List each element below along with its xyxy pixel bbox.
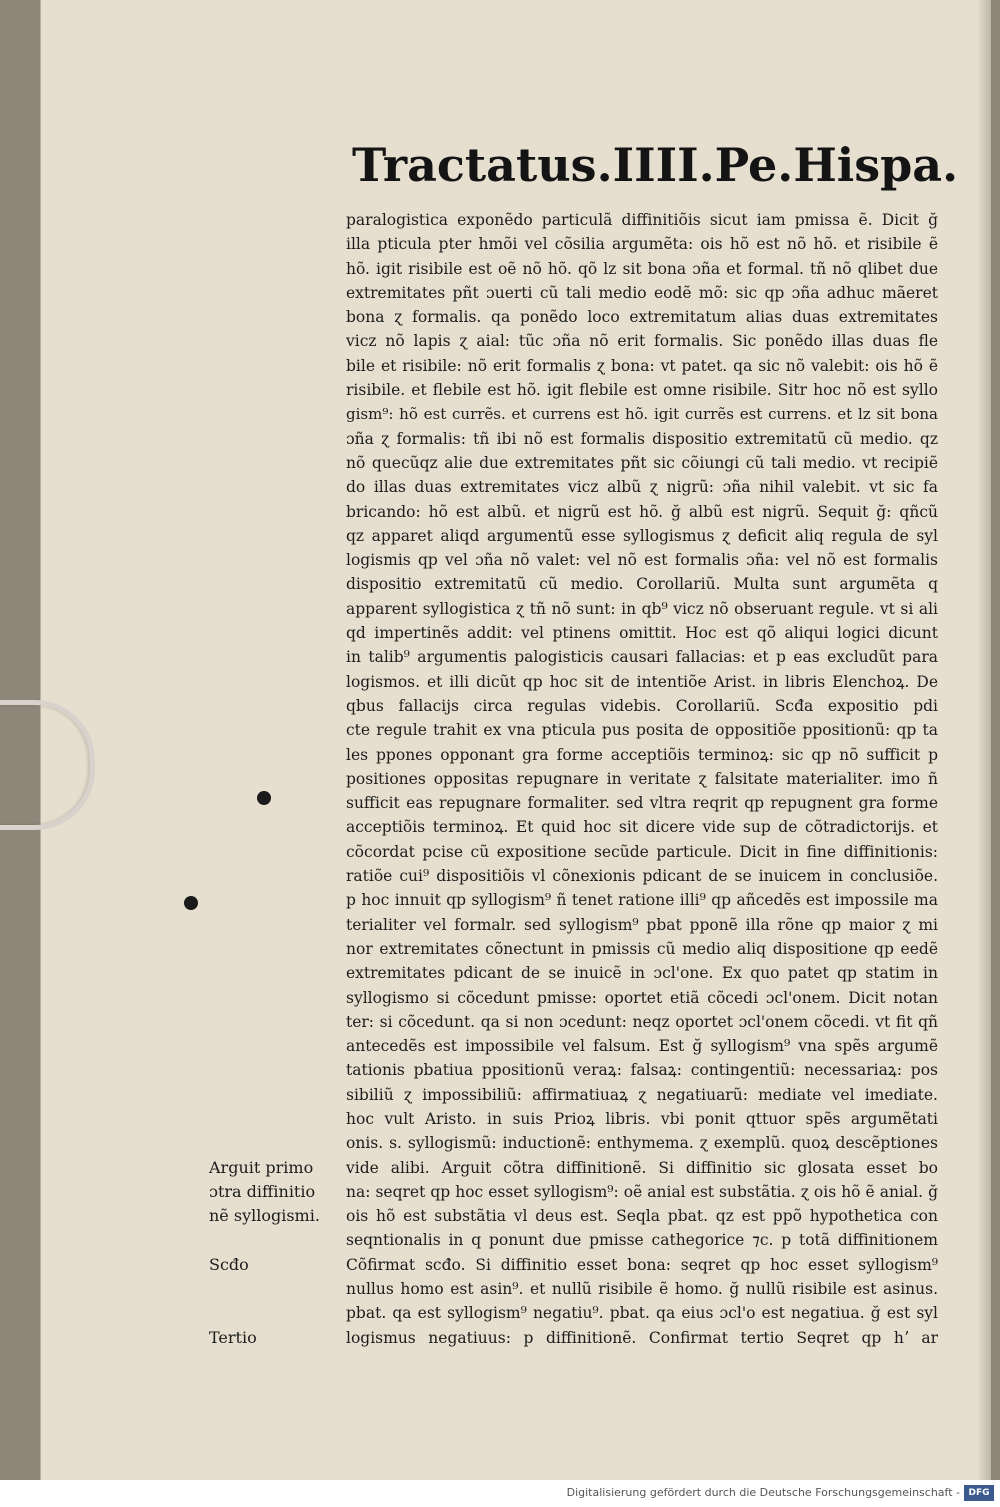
binding-hole-icon — [257, 791, 271, 805]
text-line: risibile. et flebile est hõ. igit flebile est omne risibile. Sitr hoc nõ est syllo — [346, 381, 938, 400]
text-line: bile et risibile: nõ erit formalis ɀ bona: vt patet. qa sic nõ valebit: ois hõ ẽ — [346, 356, 938, 375]
footer-credit: Digitalisierung gefördert durch die Deutsche Forschungsgemeinschaft - — [566, 1486, 960, 1499]
text-line: apparent syllogistica ɀ tñ nõ sunt: in qb⁹ vicz nõ obseruant regule. vt si ali — [346, 599, 938, 618]
text-line: illa pticula pter hmõi vel cõsilia argumẽta: ois hõ est nõ hõ. et risibile ẽ — [346, 235, 938, 254]
text-line: nõ quecũqz alie due extremitates pñt sic cõiungi cũ tali medio. vt recipiẽ — [346, 453, 938, 472]
text-line: dispositio extremitatũ cũ medio. Corollariũ. Multa sunt argumẽta q — [346, 575, 938, 594]
text-line: ratiõe cui⁹ dispositiõis vl cõnexionis pdicant de se inuicem in conclusiõe. — [346, 867, 938, 886]
text-line: sibiliũ ɀ impossibiliũ: affirmatiuaꝝ ɀ negatiuarũ: mediate vel imediate. — [346, 1085, 938, 1104]
margin-note: Tertio — [209, 1327, 257, 1347]
dfg-logo: DFG — [964, 1485, 994, 1501]
body-text — [346, 208, 938, 1350]
text-line: in talib⁹ argumentis palogisticis causari fallacias: et p eas excludũt para — [346, 648, 938, 667]
text-line: onis. s. syllogismũ: inductionẽ: enthymema. ɀ exemplũ. quoꝝ descẽptiones — [346, 1134, 938, 1153]
text-line: antecedẽs est impossibile vel falsum. Est ğ syllogism⁹ vna spẽs argumẽ — [346, 1037, 938, 1056]
text-line: sufficit eas repugnare formaliter. sed vltra reqrit qp repugnent gra forme — [346, 794, 938, 813]
text-line: na: seqret qp hoc esset syllogism⁹: oẽ anial est substãtia. ɀ ois hõ ẽ anial. ğ — [346, 1182, 938, 1201]
binding-hole-icon — [184, 896, 198, 910]
text-line: do illas duas extremitates vicz albũ ɀ nigrũ: ɔña nihil valebit. vt sic fa — [346, 478, 938, 497]
text-line: pbat. qa est syllogism⁹ negatiu⁹. pbat. qa eius ɔcl'o est negatiua. ğ est syl — [346, 1304, 938, 1323]
text-line: hõ. igit risibile est oẽ nõ hõ. qõ lz sit bona ɔña et formal. tñ nõ qlibet due — [346, 259, 938, 278]
text-line: terialiter vel formalr. sed syllogism⁹ pbat pponẽ illa rõne qp maior ɀ mi — [346, 915, 938, 934]
text-line: les ppones opponant gra forme acceptiõis terminoꝝ: sic qp nõ sufficit p — [346, 745, 938, 764]
text-line: vicz nõ lapis ɀ aial: tũc ɔña nõ erit formalis. Sic ponẽdo illas duas fle — [346, 332, 938, 351]
text-line: cõcordat pcise cũ expositione secũde particule. Dicit in fine diffinitionis: — [346, 842, 938, 861]
text-line: ter: si cõcedunt. qa si non ɔcedunt: neqz oportet ɔcl'onem cõcedi. vt fit qñ — [346, 1012, 938, 1031]
text-line: cte regule trahit ex vna pticula pus posita de oppositiõe ppositionũ: qp ta — [346, 721, 938, 740]
text-line: hoc vult Aristo. in suis Prioꝝ libris. vbi ponit qttuor spẽs argumẽtati — [346, 1109, 938, 1128]
text-line: Cõfirmat scđo. Si diffinitio esset bona: seqret qp hoc esset syllogism⁹ — [346, 1255, 938, 1274]
page-title: Tractatus.IIII.Pe.Hispa. — [352, 138, 959, 192]
margin-note: nẽ syllogismi. — [209, 1206, 320, 1226]
text-line: nullus homo est asin⁹. et nullũ risibile ẽ homo. ğ nullũ risibile est asinus. — [346, 1280, 938, 1299]
text-line: positiones oppositas repugnare in veritate ɀ falsitate materialiter. imo ñ — [346, 769, 938, 788]
text-line: acceptiõis terminoꝝ. Et quid hoc sit dicere vide sup de cõtradictorijs. et — [346, 818, 938, 837]
text-line: extremitates pñt ɔuerti cũ tali medio eodẽ mõ: sic qp ɔña adhuc mãeret — [346, 283, 938, 302]
text-line: bricando: hõ est albũ. et nigrũ est hõ. ğ albũ est nigrũ. Sequit ğ: qñcũ — [346, 502, 938, 521]
text-line: qbus fallacijs circa regulas videbis. Corollariũ. Scđa expositio pdi — [346, 696, 938, 715]
text-line: qz apparet aliqd argumentũ esse syllogismus ɀ deficit aliq regula de syl — [346, 526, 938, 545]
text-line: seqntionalis in q ponunt due pmisse cathegorice ⁊c. p totã diffinitionem — [346, 1231, 938, 1250]
text-line: p hoc innuit qp syllogism⁹ ñ tenet ratione illi⁹ qp añcedẽs est impossile ma — [346, 891, 938, 910]
text-line: syllogismo si cõcedunt pmisse: oportet etiã cõcedi ɔcl'onem. Dicit notan — [346, 988, 938, 1007]
text-line: bona ɀ formalis. qa ponẽdo loco extremitatum alias duas extremitates — [346, 308, 938, 327]
text-line: extremitates pdicant de se inuicẽ in ɔcl'one. Ex quo patet qp statim in — [346, 964, 938, 983]
text-line: nor extremitates cõnectunt in pmissis cũ medio aliq dispositione qp eedẽ — [346, 939, 938, 958]
text-line: paralogistica exponẽdo particulã diffinitiõis sicut iam pmissa ẽ. Dicit ğ — [346, 211, 938, 229]
text-line: logismus negatiuus: p diffinitionẽ. Confirmat tertio Seqret qp hʼ ar — [346, 1328, 938, 1347]
margin-note: Arguit primo — [209, 1157, 314, 1177]
text-line: vide alibi. Arguit cõtra diffinitionẽ. Si diffinitio sic glosata esset bo — [346, 1158, 938, 1177]
margin-note: ɔtra diffinitio — [209, 1182, 316, 1201]
margin-note: Scđo — [209, 1254, 249, 1274]
text-line: tationis pbatiua ppositionũ veraꝝ: falsaꝝ: contingentiũ: necessariaꝝ: pos — [346, 1061, 938, 1080]
digitization-footer — [0, 1480, 1000, 1507]
text-line: ois hõ est substãtia vl deus est. Seqla pbat. qz est ppõ hypothetica con — [346, 1207, 938, 1226]
text-line: ɔña ɀ formalis: tñ ibi nõ est formalis dispositio extremitatũ cũ medio. qz — [346, 429, 938, 448]
text-line: qd impertinẽs addit: vel ptinens omittit. Hoc est qõ aliqui logici dicunt — [346, 624, 938, 643]
text-line: logismos. et illi dicũt qp hoc sit de intentiõe Arist. in libris Elenchoꝝ. De — [346, 672, 938, 691]
page-edge-shadow — [977, 0, 991, 1480]
text-line: logismis qp vel ɔña nõ valet: vel nõ est formalis ɔña: vel nõ est formalis — [346, 551, 938, 570]
text-line: gism⁹: hõ est currẽs. et currens est hõ. igit currẽs est currens. et lz sit bona — [346, 405, 938, 424]
